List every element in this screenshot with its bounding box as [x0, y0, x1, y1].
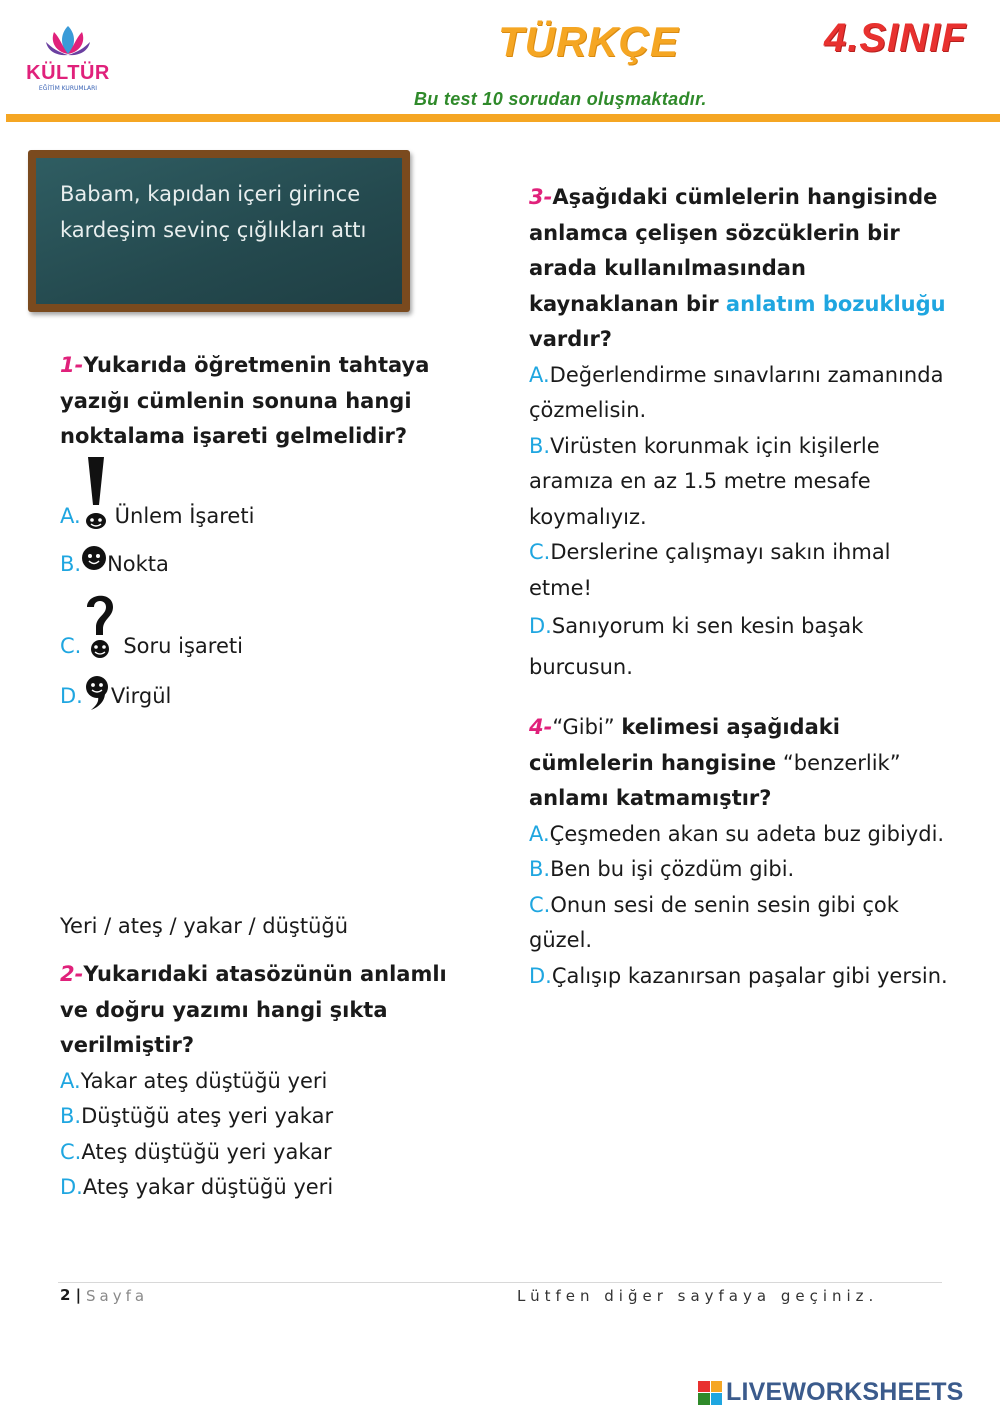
- question-number: 4-: [529, 715, 553, 739]
- option-letter: A.: [60, 1068, 81, 1093]
- option-a[interactable]: [529, 817, 949, 853]
- option-d[interactable]: [60, 677, 171, 711]
- chalkboard-line: kardeşim sevinç çığlıkları attı: [60, 218, 367, 242]
- option-text: Nokta: [107, 552, 169, 576]
- header-divider: [6, 114, 1000, 122]
- option-c[interactable]: [529, 888, 949, 959]
- publisher-logo: [18, 22, 118, 97]
- test-subtitle: Bu test 10 sorudan oluşmaktadır.: [414, 89, 707, 109]
- option-a[interactable]: [60, 455, 254, 531]
- liveworksheets-logo-icon: [698, 1381, 722, 1405]
- option-letter: D.: [529, 963, 552, 988]
- option-letter: B.: [60, 1104, 82, 1128]
- option-a[interactable]: [60, 1064, 480, 1100]
- chalkboard: [28, 150, 410, 312]
- option-letter: A.: [529, 362, 550, 387]
- option-d[interactable]: [60, 1170, 480, 1206]
- option-text: Değerlendirme sınavlarını zamanında çözmelisin.: [529, 362, 944, 422]
- chalkboard-sentence: [60, 176, 380, 248]
- option-letter: B.: [529, 857, 551, 881]
- question-number: 3-: [529, 185, 553, 209]
- question-1-options: [60, 455, 460, 735]
- question-text: Yukarıdaki atasözünün anlamlı ve doğru yazımı hangi şıkta verilmiştir?: [60, 962, 447, 1057]
- option-text: Onun sesi de senin sesin gibi çok güzel.: [529, 892, 899, 952]
- question-stem: [529, 180, 949, 358]
- highlight-phrase: anlatım bozukluğu: [725, 291, 946, 316]
- option-c[interactable]: [60, 1135, 480, 1171]
- question-text: Yukarıda öğretmenin tahtaya yazığı cümlenin sonuna hangi noktalama işareti gelmelidir?: [60, 353, 430, 448]
- option-letter: A.: [60, 504, 81, 528]
- option-text: Virgül: [110, 684, 172, 708]
- option-letter: C.: [529, 540, 551, 564]
- logo-name: KÜLTÜR: [26, 62, 110, 84]
- option-letter: C.: [529, 892, 551, 917]
- footer-divider: [58, 1282, 942, 1283]
- option-text: Ateş düştüğü yeri yakar: [81, 1139, 332, 1164]
- period-icon: [81, 545, 107, 575]
- option-letter: C.: [60, 634, 82, 658]
- option-letter: D.: [60, 1175, 83, 1199]
- question-3: [529, 180, 949, 688]
- option-b[interactable]: [529, 429, 949, 536]
- question-text: Aşağıdaki cümlelerin hangisinde anlamca çelişen sözcüklerin bir arada kullanılmasından kaynaklanan bir: [529, 185, 938, 316]
- watermark-text: LIVEWORKSHEETS: [726, 1378, 964, 1406]
- option-text: Virüsten korunmak için kişilerle aramıza en az 1.5 metre mesafe koymalıyız.: [529, 433, 880, 529]
- liveworksheets-watermark[interactable]: [698, 1378, 964, 1407]
- page-label: Sayfa: [86, 1287, 149, 1305]
- question-stem: [529, 710, 949, 817]
- proverb-words: Yeri / ateş / yakar / düştüğü: [60, 914, 349, 938]
- question-2: [60, 957, 480, 1206]
- question-text-end: anlamı katmamıştır?: [529, 786, 772, 810]
- option-text: Düştüğü ateş yeri yakar: [81, 1104, 334, 1128]
- next-page-note: Lütfen diğer sayfaya geçiniz.: [517, 1287, 879, 1305]
- chalkboard-line: Babam, kapıdan içeri girince: [60, 182, 361, 206]
- option-b[interactable]: [60, 1099, 480, 1135]
- option-text: Çalışıp kazanırsan paşalar gibi yersin.: [551, 963, 948, 988]
- option-c[interactable]: [529, 535, 949, 606]
- option-text: Ateş yakar düştüğü yeri: [82, 1175, 334, 1199]
- logo-subtitle: EĞİTİM KURUMLARI: [38, 85, 98, 92]
- option-d[interactable]: [529, 606, 949, 688]
- comma-icon: [83, 675, 111, 711]
- option-c[interactable]: [60, 589, 243, 661]
- option-letter: D.: [60, 684, 83, 708]
- subject-title: TÜRKÇE: [498, 18, 679, 65]
- page-number: 2 |: [60, 1286, 82, 1304]
- option-text: Soru işareti: [123, 634, 243, 658]
- question-text-end: vardır?: [529, 327, 612, 351]
- option-b[interactable]: [60, 549, 169, 579]
- question-number: 1-: [60, 353, 84, 377]
- question-text: kelimesi aşağıdaki cümlelerin hangisine: [529, 715, 840, 775]
- question-stem: [60, 957, 480, 1064]
- exclamation-mark-icon: [83, 455, 109, 531]
- option-text: Sanıyorum ki sen kesin başak burcusun.: [529, 614, 864, 679]
- option-letter: D.: [529, 614, 552, 638]
- option-text: Derslerine çalışmayı sakın ihmal etme!: [529, 540, 891, 600]
- option-text: Ünlem İşareti: [114, 504, 255, 528]
- grade-title: 4.SINIF: [824, 16, 967, 60]
- option-text: Ben bu işi çözdüm gibi.: [550, 857, 795, 881]
- question-4: [529, 710, 949, 994]
- option-letter: B.: [60, 552, 82, 576]
- option-a[interactable]: [529, 358, 949, 429]
- option-b[interactable]: [529, 852, 949, 888]
- question-1: [60, 348, 480, 455]
- option-d[interactable]: [529, 959, 949, 995]
- option-text: Yakar ateş düştüğü yeri: [80, 1068, 328, 1093]
- option-letter: A.: [529, 821, 550, 846]
- question-number: 2-: [60, 962, 84, 986]
- question-mark-icon: [83, 589, 117, 661]
- keyword-benzerlik: “benzerlik”: [782, 750, 901, 775]
- lotus-icon: [18, 22, 118, 62]
- option-text: Çeşmeden akan su adeta buz gibiydi.: [549, 821, 945, 846]
- option-letter: C.: [60, 1139, 82, 1164]
- option-letter: B.: [529, 433, 551, 458]
- keyword-gibi: “Gibi”: [552, 715, 615, 739]
- chalkboard-surface: [36, 158, 402, 304]
